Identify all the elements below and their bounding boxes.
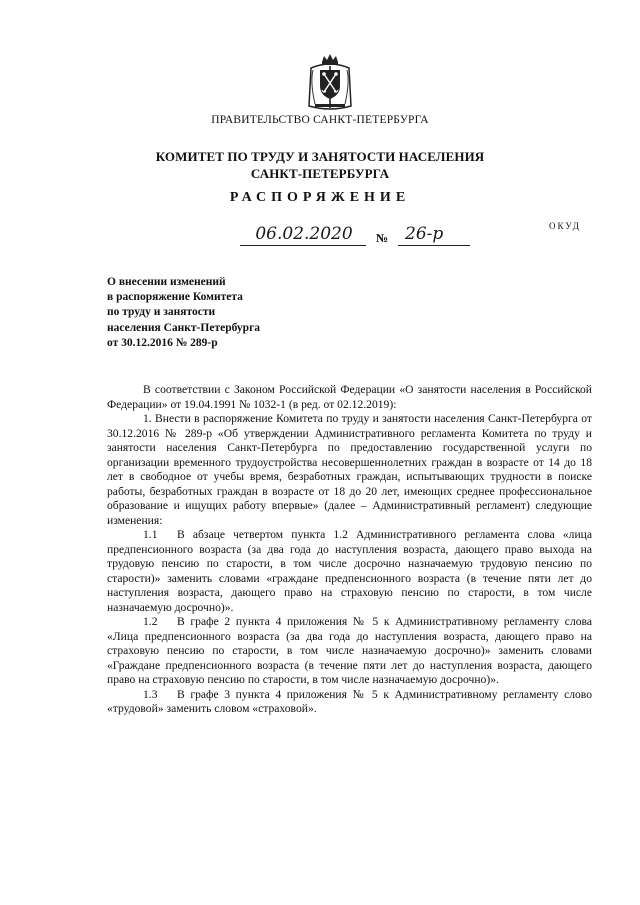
government-title: ПРАВИТЕЛЬСТВО САНКТ-ПЕТЕРБУРГА bbox=[211, 114, 429, 126]
item-1-3-text: В графе 3 пункта 4 приложения № 5 к Административному регламенту слово «трудовой» заменить словом «страховой». bbox=[107, 687, 592, 715]
committee-title-line2: САНКТ-ПЕТЕРБУРГА bbox=[250, 166, 390, 181]
number-sign: № bbox=[376, 231, 389, 245]
document-number: 26-р bbox=[405, 224, 444, 244]
item-1-3-label: 1.3 bbox=[143, 687, 158, 701]
document-date: 06.02.2020 bbox=[255, 224, 353, 244]
number-underline bbox=[398, 245, 470, 246]
subject-line: в распоряжение Комитета bbox=[107, 291, 243, 304]
item-1-2-paragraph bbox=[107, 615, 592, 688]
subject-line: населения Санкт-Петербурга bbox=[107, 321, 261, 334]
okud-label: ОКУД bbox=[549, 221, 581, 231]
subject-line: по труду и занятости bbox=[107, 306, 216, 319]
item-1-1-text: В абзаце четвертом пункта 1.2 Административного регламента слова «лица предпенсионного возраста (за два года до наступления возраста, дающего право выхода на трудовую пенсию по старости, в том числе досрочно назначаемую трудовую пенсию по старости)» заменить словами «граждане предпенсионного возраста (в течение пяти лет до наступления возраста, дающего право на страховую пенсию по старости, в том числе назначаемую досрочно)». bbox=[107, 528, 592, 614]
subject-block bbox=[107, 275, 260, 351]
document-body bbox=[107, 383, 592, 717]
item-1-1-paragraph bbox=[107, 528, 592, 615]
subject-line: от 30.12.2016 № 289-р bbox=[107, 336, 218, 349]
item-1-1-label: 1.1 bbox=[143, 528, 158, 541]
committee-title-line1: КОМИТЕТ ПО ТРУДУ И ЗАНЯТОСТИ НАСЕЛЕНИЯ bbox=[155, 149, 485, 164]
date-underline bbox=[240, 245, 366, 246]
subject-line: О внесении изменений bbox=[107, 276, 226, 288]
item-1-paragraph: 1. Внести в распоряжение Комитета по труду и занятости населения Санкт-Петербурга от 30.12.2016 № 289-р «Об утверждении Административного регламента Комитета по труду и занятости населения Санкт-Петербурга по предоставлению государственной услуги по организации временного трудоустройства несовершеннолетних граждан в возрасте от 14 до 18 лет в свободное от учебы время, безработных граждан, испытывающих трудности в поиске работы, безработных граждан в возрасте от 18 до 20 лет, имеющих среднее профессиональное образование и ищущих работу впервые» (далее – Административный регламент) следующие изменения: bbox=[107, 412, 592, 527]
item-1-3-paragraph bbox=[107, 688, 592, 717]
document-type: РАСПОРЯЖЕНИЕ bbox=[229, 190, 411, 205]
coat-of-arms-icon bbox=[307, 52, 353, 112]
item-1-2-label: 1.2 bbox=[143, 615, 158, 628]
intro-paragraph: В соответствии с Законом Российской Федерации «О занятости населения в Российской Федерации» от 19.04.1991 № 1032-1 (в ред. от 02.12.2019): bbox=[107, 383, 592, 411]
item-1-2-text: В графе 2 пункта 4 приложения № 5 к Административному регламенту слова «Лица предпенсионного возраста (за два года до наступления возраста, дающего право на страховую пенсию по старости, в том числе назначаемую досрочно)» заменить словами «Граждане предпенсионного возраста (в течение пяти лет до наступления возраста, дающего право на страховую пенсию по старости, в том числе назначаемую досрочно)». bbox=[107, 615, 592, 686]
